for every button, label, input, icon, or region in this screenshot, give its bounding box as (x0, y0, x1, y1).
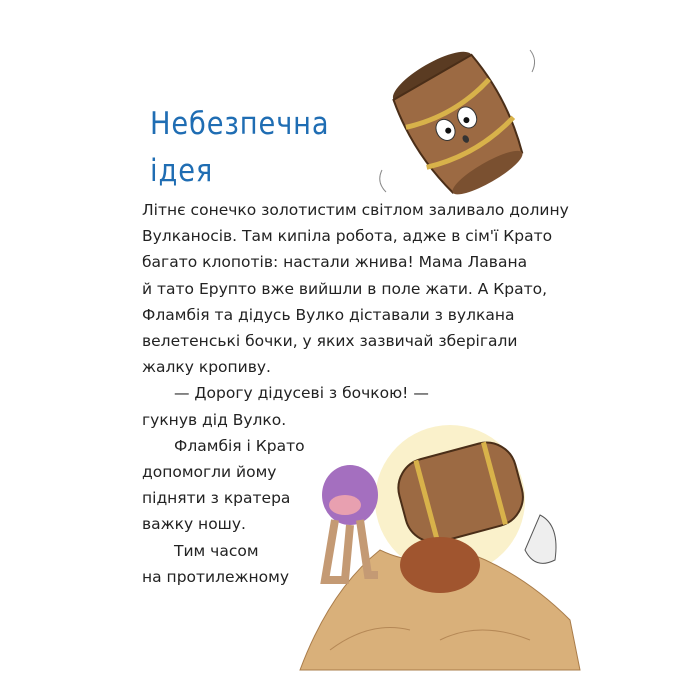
text-line: Вулканосів. Там кипіла робота, адже в сім'ї Крато (142, 227, 553, 246)
barrel-illustration (370, 30, 550, 210)
text-line: Тим часом (174, 541, 259, 560)
text-line: велетенські бочки, у яких зазвичай зберігали (142, 332, 518, 351)
text-line: багато клопотів: настали жнива! Мама Лавана (142, 253, 528, 272)
text-line: підняти з кратера (142, 489, 291, 508)
chapter-title-line-1: Небезпечна (150, 106, 330, 142)
text-line: важку ношу. (142, 515, 246, 534)
text-line: жалку кропиву. (142, 358, 271, 377)
text-line: — Дорогу дідусеві з бочкою! — (174, 384, 429, 403)
text-line: гукнув дід Вулко. (142, 410, 287, 429)
characters-illustration (290, 420, 590, 680)
text-line: на протилежному (142, 567, 290, 586)
text-line: Фламбія та дідусь Вулко діставали з вулкана (142, 305, 515, 324)
text-line: Фламбія і Крато (174, 436, 305, 455)
chapter-title-line-2: ідея (150, 153, 214, 189)
text-line: й тато Ерупто вже вийшли в поле жати. А Крато, (142, 279, 548, 298)
text-line: допомогли йому (142, 463, 277, 482)
text-line: Літнє сонечко золотистим світлом заливало долину (142, 201, 569, 219)
